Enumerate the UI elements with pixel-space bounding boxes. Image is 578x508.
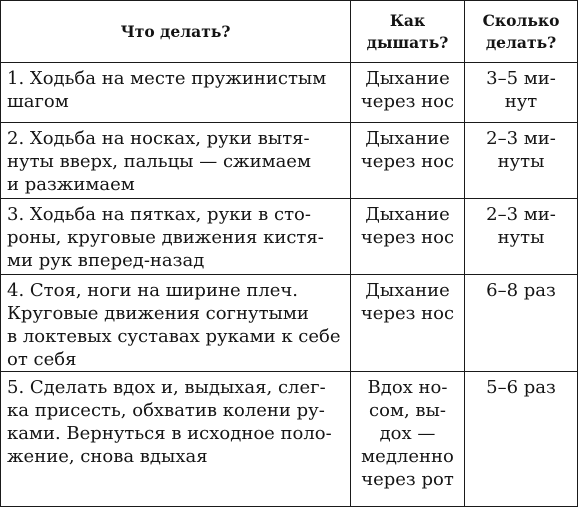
exercise-description: 1. Ходьба на месте пружинистым шагом xyxy=(1,63,351,123)
table-row xyxy=(1,275,578,372)
repetitions: 2–3 ми- нуты xyxy=(465,199,578,275)
repetitions: 5–6 раз xyxy=(465,372,578,507)
breathing-method: Дыхание через нос xyxy=(351,199,465,275)
header-howmany: Сколько делать? xyxy=(465,1,578,63)
table-row xyxy=(1,123,578,199)
breathing-method: Вдох но- сом, вы- дох — медленно через рот xyxy=(351,372,465,507)
exercise-description: 3. Ходьба на пятках, руки в сто- роны, круговые движения кистя- ми рук вперед-назад xyxy=(1,199,351,275)
repetitions: 3–5 ми- нут xyxy=(465,63,578,123)
repetitions: 6–8 раз xyxy=(465,275,578,372)
header-row xyxy=(1,1,578,63)
breathing-method: Дыхание через нос xyxy=(351,275,465,372)
header-what: Что делать? xyxy=(1,1,351,63)
exercise-description: 2. Ходьба на носках, руки вытя- нуты вверх, пальцы — сжимаем и разжимаем xyxy=(1,123,351,199)
table-row xyxy=(1,199,578,275)
header-breathe: Как дышать? xyxy=(351,1,465,63)
repetitions: 2–3 ми- нуты xyxy=(465,123,578,199)
breathing-method: Дыхание через нос xyxy=(351,123,465,199)
table-row xyxy=(1,63,578,123)
breathing-method: Дыхание через нос xyxy=(351,63,465,123)
exercise-description: 4. Стоя, ноги на ширине плеч. Круговые движения согнутыми в локтевых суставах руками к себе от себя xyxy=(1,275,351,372)
table-row xyxy=(1,372,578,507)
exercise-description: 5. Сделать вдох и, выдыхая, слег- ка присесть, обхватив колени ру- ками. Вернуться в исходное поло- жение, снова вдыхая xyxy=(1,372,351,507)
